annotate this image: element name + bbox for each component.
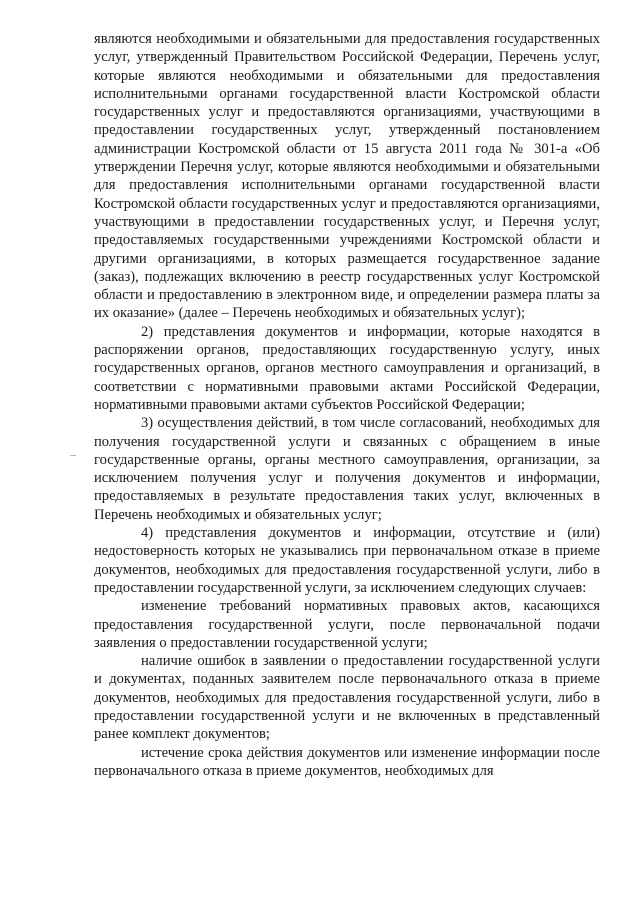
paragraph-3: 3) осуществления действий, в том числе согласований, необходимых для получения государственной услуги и связанных с обращением в иные государственные органы, органы местного самоуправления, организации, за исключением получения услуг и получения документов и информации, предоставляемых в результате предоставления таких услуг, включенных в Перечень необходимых и обязательных услуг; — [94, 415, 600, 523]
paragraph-7: истечение срока действия документов или изменение информации после первоначального отказа в приеме документов, необходимых для — [94, 744, 600, 779]
paragraph-5: изменение требований нормативных правовых актов, касающихся предоставления государственной услуги, после первоначальной подачи заявления о предоставлении государственной услуги; — [94, 598, 600, 651]
paragraph-6: наличие ошибок в заявлении о предоставлении государственной услуги и документах, поданных заявителем после первоначального отказа в приеме документов, необходимых для предоставления государственной услуги, либо в предоставлении государственной услуги и не включенных в представленный ранее комплект документов; — [94, 653, 600, 743]
scan-edge-mark — [70, 455, 76, 456]
paragraph-1: являются необходимыми и обязательными для предоставления государственных услуг, утвержденный Правительством Российской Федерации, Перечень услуг, которые являются необходимыми и обязательными для предоставления исполнительными органами государственной власти Костромской области государственных услуг и предоставляются организациями, участвующими в предоставлении государственных услуг, утвержденный постановлением администрации Костромской области от 15 августа 2011 года № 301-а «Об утверждении Перечня услуг, которые являются необходимыми и обязательными для предоставления исполнительными органами государственной власти Костромской области государственных услуг и предоставляются организациями, участвующими в предоставлении государственных услуг, и Перечня услуг, предоставляемых государственными учреждениями Костромской области и другими организациями, в которых размещается государственное задание (заказ), подлежащих включению в реестр государственных услуг Костромской области и предоставлению в электронном виде, и определении размера платы за их оказание» (далее – Перечень необходимых и обязательных услуг); — [94, 31, 600, 322]
paragraph-4: 4) представления документов и информации, отсутствие и (или) недостоверность которых не указывались при первоначальном отказе в приеме документов, необходимых для предоставления государственной услуги, либо в предоставлении государственной услуги, за исключением следующих случаев: — [94, 525, 600, 596]
document-page — [94, 30, 600, 780]
paragraph-2: 2) представления документов и информации, которые находятся в распоряжении органов, предоставляющих государственную услугу, иных государственных органов, органов местного самоуправления и организаций, в соответствии с нормативными правовыми актами Российской Федерации, нормативными правовыми актами субъектов Российской Федерации; — [94, 323, 600, 413]
